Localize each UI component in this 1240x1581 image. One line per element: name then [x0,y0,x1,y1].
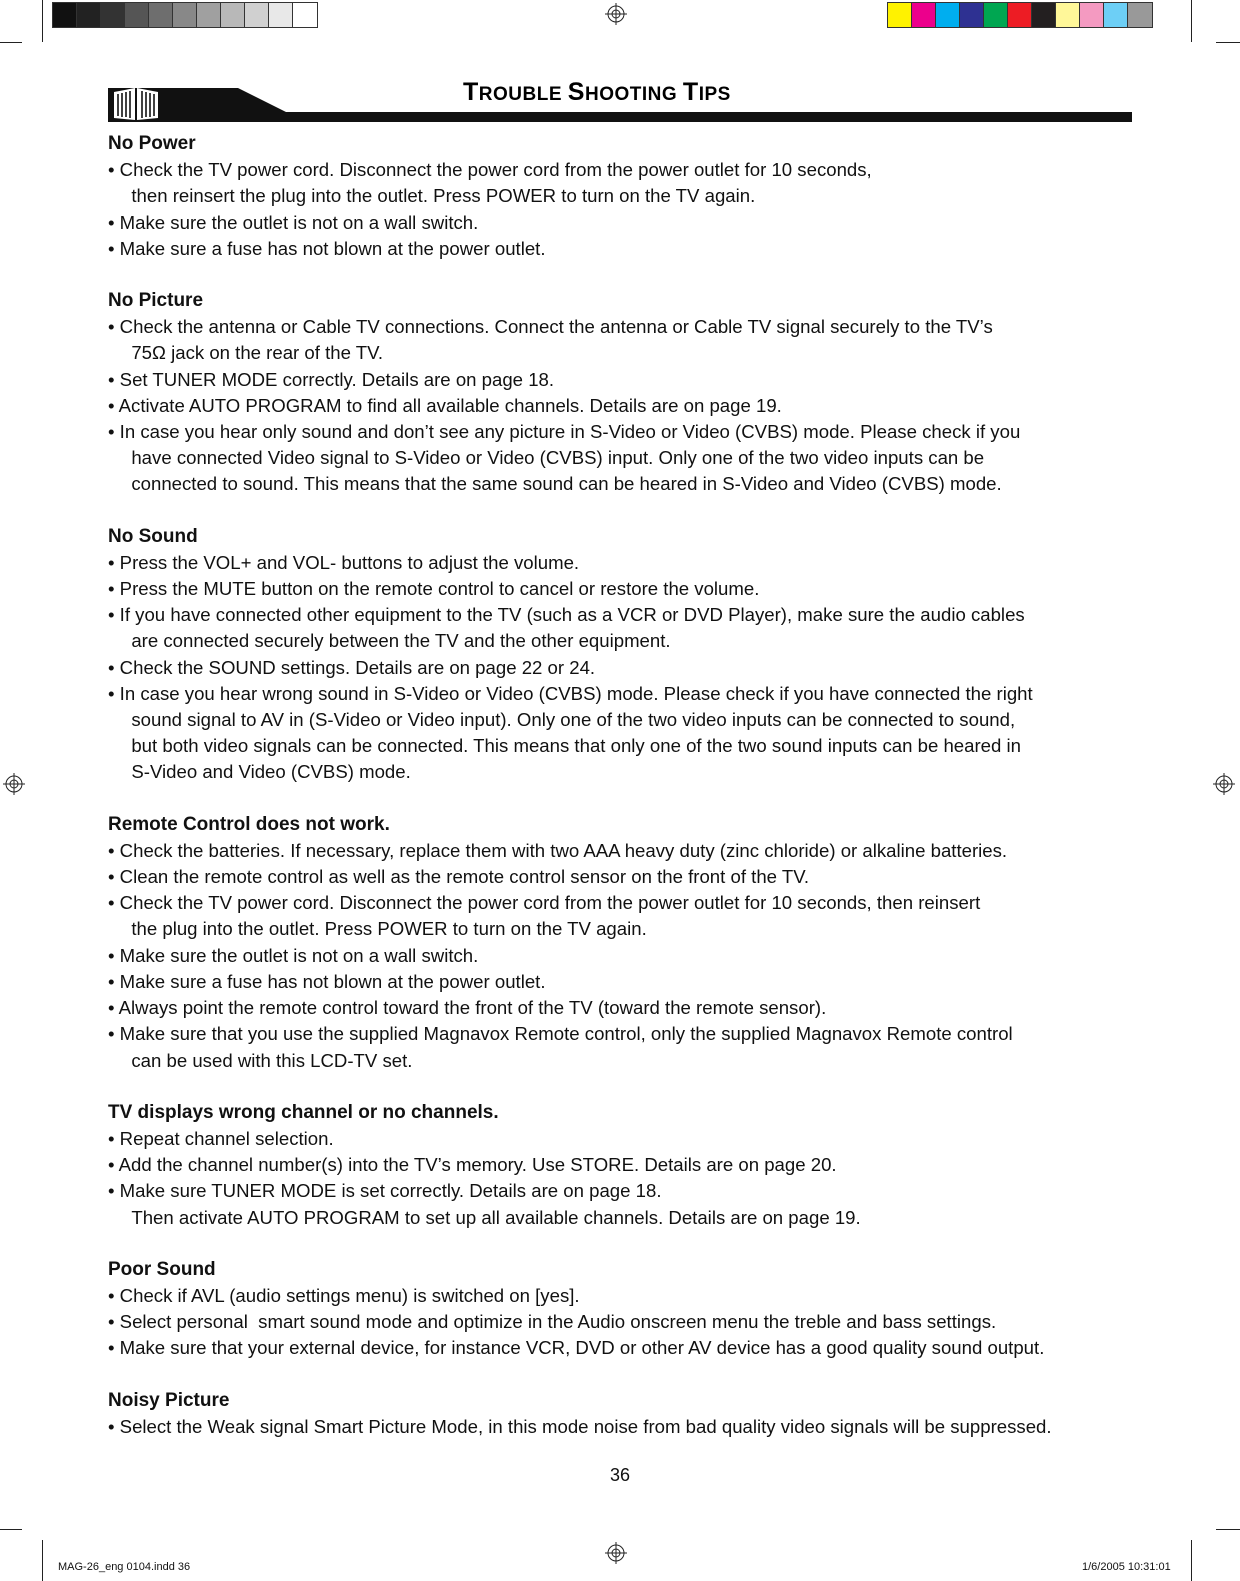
color-swatch [960,3,984,27]
tip-item: • Make sure a fuse has not blown at the power outlet. [108,237,546,259]
footer-date: 1/6/2005 10:31:01 [1082,1561,1171,1573]
registration-mark-icon [3,773,25,795]
color-swatch [269,3,293,27]
crop-mark [1216,42,1240,43]
tip-item: • Make sure that you use the supplied Magnavox Remote control, only the supplied Magnavox Remote control can be used with this LCD-TV set. [108,1023,1013,1071]
crop-mark [42,1540,43,1581]
tip-item: • In case you hear only sound and don’t see any picture in S-Video or Video (CVBS) mode. Please check if you have connected Video signal to S-Video or Video (CVBS) input. Only one of the two video inputs can be connected to sound. This means that the same sound can be heared in S-Video and Video (CVBS) mode. [108,421,1021,495]
crop-mark [1191,0,1192,42]
color-swatch [197,3,221,27]
registration-mark-icon [1213,773,1235,795]
section-heading: Noisy Picture [108,1389,230,1411]
trouble-section [108,1100,1138,1231]
color-swatch [149,3,173,27]
tip-item: • Make sure that your external device, for instance VCR, DVD or other AV device has a good quality sound output. [108,1337,1045,1359]
section-heading: No Power [108,133,196,154]
section-heading: Poor Sound [108,1258,216,1280]
troubleshooting-content [108,131,1138,1466]
tip-item: • Add the channel number(s) into the TV’s memory. Use STORE. Details are on page 20. [108,1154,837,1176]
page-title: TROUBLE SHOOTING TIPS [463,78,731,106]
tip-item: • Set TUNER MODE correctly. Details are on page 18. [108,368,555,390]
color-swatch [1080,3,1104,27]
tip-item: • Check the antenna or Cable TV connections. Connect the antenna or Cable TV signal securely to the TV’s 75Ω jack on the rear of the TV. [108,316,993,364]
process-color-bar [887,2,1153,28]
tip-item: • Check if AVL (audio settings menu) is switched on [yes]. [108,1284,580,1306]
color-swatch [984,3,1008,27]
color-swatch [1008,3,1032,27]
trouble-section [108,1257,1138,1362]
trouble-section [108,1388,1138,1440]
color-swatch [1056,3,1080,27]
color-swatch [1032,3,1056,27]
trouble-section [108,524,1138,786]
section-heading: No Picture [108,290,204,312]
tip-item: • Select personal smart sound mode and optimize in the Audio onscreen menu the treble and bass settings. [108,1311,997,1333]
tip-item: • Press the VOL+ and VOL- buttons to adjust the volume. [108,551,580,573]
page-number: 36 [609,1465,631,1485]
registration-mark-icon [605,1542,627,1564]
tip-item: • In case you hear wrong sound in S-Video or Video (CVBS) mode. Please check if you have connected the right sound signal to AV in (S-Video or Video input). Only one of the two video inputs can be connected to sound, but both video signals can be connected. This means that only one of the two sound inputs can be heared in S-Video and Video (CVBS) mode. [108,682,1033,783]
trouble-section [108,288,1138,498]
grayscale-color-bar [52,2,318,28]
color-swatch [912,3,936,27]
section-heading: No Sound [108,525,198,547]
tip-item: • Repeat channel selection. [108,1127,334,1149]
section-heading: Remote Control does not work. [108,813,390,835]
tip-item: • Check the TV power cord. Disconnect the power cord from the power outlet for 10 seconds, then reinsert the plug into the outlet. Press POWER to turn on the TV again. [108,892,981,940]
color-swatch [125,3,149,27]
color-swatch [1128,3,1152,27]
color-swatch [1104,3,1128,27]
crop-mark [1191,1540,1192,1581]
trouble-section [108,131,1138,262]
color-swatch [888,3,912,27]
color-swatch [53,3,77,27]
tip-item: • Make sure TUNER MODE is set correctly. Details are on page 18. Then activate AUTO PROGRAM to set up all available channels. Details are on page 19. [108,1180,861,1228]
tip-item: • Make sure a fuse has not blown at the power outlet. [108,970,546,992]
crop-mark [0,1529,22,1530]
section-heading: TV displays wrong channel or no channels. [108,1101,499,1123]
color-swatch [77,3,101,27]
registration-mark-icon [605,3,627,25]
tip-item: • Check the TV power cord. Disconnect the power cord from the power outlet for 10 seconds, then reinsert the plug into the outlet. Press POWER to turn on the TV again. [108,159,872,207]
crop-mark [1216,1529,1240,1530]
color-swatch [221,3,245,27]
tip-item: • Select the Weak signal Smart Picture Mode, in this mode noise from bad quality video signals will be suppressed. [108,1415,1052,1437]
trouble-section [108,812,1138,1074]
tip-item: • Check the batteries. If necessary, replace them with two AAA heavy duty (zinc chloride) or alkaline batteries. [108,839,1008,861]
crop-mark [42,0,43,42]
tip-item: • Always point the remote control toward the front of the TV (toward the remote sensor). [108,997,827,1019]
crop-mark [0,42,22,43]
book-icon [111,86,161,122]
color-swatch [936,3,960,27]
tip-item: • Make sure the outlet is not on a wall switch. [108,211,479,233]
tip-item: • Activate AUTO PROGRAM to find all available channels. Details are on page 19. [108,394,782,416]
footer-file-info: MAG-26_eng 0104.indd 36 [58,1561,191,1573]
color-swatch [101,3,125,27]
tip-item: • Press the MUTE button on the remote control to cancel or restore the volume. [108,578,760,600]
tip-item: • If you have connected other equipment to the TV (such as a VCR or DVD Player), make sure the audio cables are connected securely between the TV and the other equipment. [108,604,1025,652]
color-swatch [173,3,197,27]
color-swatch [245,3,269,27]
tip-item: • Make sure the outlet is not on a wall switch. [108,944,479,966]
color-swatch [293,3,317,27]
tip-item: • Clean the remote control as well as the remote control sensor on the front of the TV. [108,866,810,888]
tip-item: • Check the SOUND settings. Details are on page 22 or 24. [108,656,596,678]
